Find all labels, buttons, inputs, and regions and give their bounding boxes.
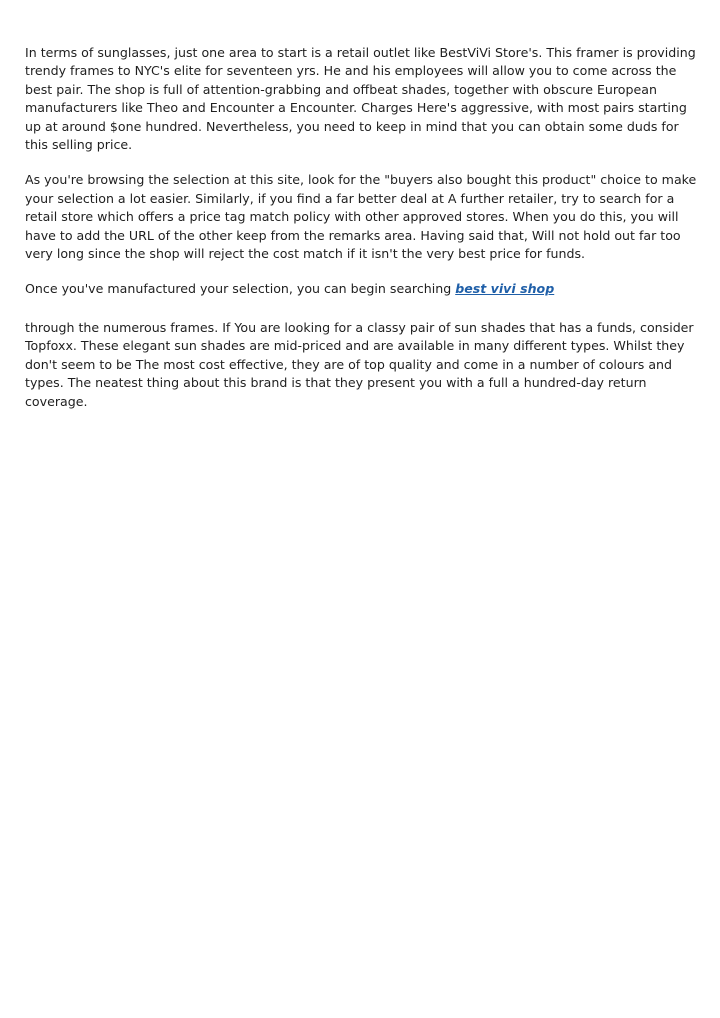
- paragraph-frames-topfoxx: through the numerous frames. If You are looking for a classy pair of sun shades that has a funds, consider Topfoxx. These elegant sun shades are mid-priced and are available in many different types. Whilst they don't seem to be The most cost effective, they are of top quality and come in a number of colours and types. The neatest thing about this brand is that they present you with a full a hundred-day return coverage.: [25, 319, 694, 409]
- best-vivi-shop-link[interactable]: best vivi shop: [455, 281, 555, 297]
- document-body: [25, 44, 697, 428]
- paragraph-link-sentence: [25, 280, 697, 298]
- link-sentence-prefix: Once you've manufactured your selection, you can begin searching: [25, 281, 456, 297]
- paragraph-sunglasses-intro: In terms of sunglasses, just one area to start is a retail outlet like BestViVi Store's. This framer is providing trendy frames to NYC's elite for seventeen yrs. He and his employees will allow you to come across the best pair. The shop is full of attention-grabbing and offbeat shades, together with obscure European manufacturers like Theo and Encounter a Encounter. Charges Here's aggressive, with most pairs starting up at around $one hundred. Nevertheless, you need to keep in mind that you can obtain some duds for this selling price.: [25, 45, 696, 153]
- paragraph-browsing-selection: As you're browsing the selection at this site, look for the "buyers also bought this product" choice to make your selection a lot easier. Similarly, if you find a far better deal at A further retailer, try to search for a retail store which offers a price tag match policy with other approved stores. When you do this, you will have to add the URL of the other keep from the remarks area. Having said that, Will not hold out far too very long since the shop will reject the cost match if it isn't the very best price for funds.: [25, 172, 697, 262]
